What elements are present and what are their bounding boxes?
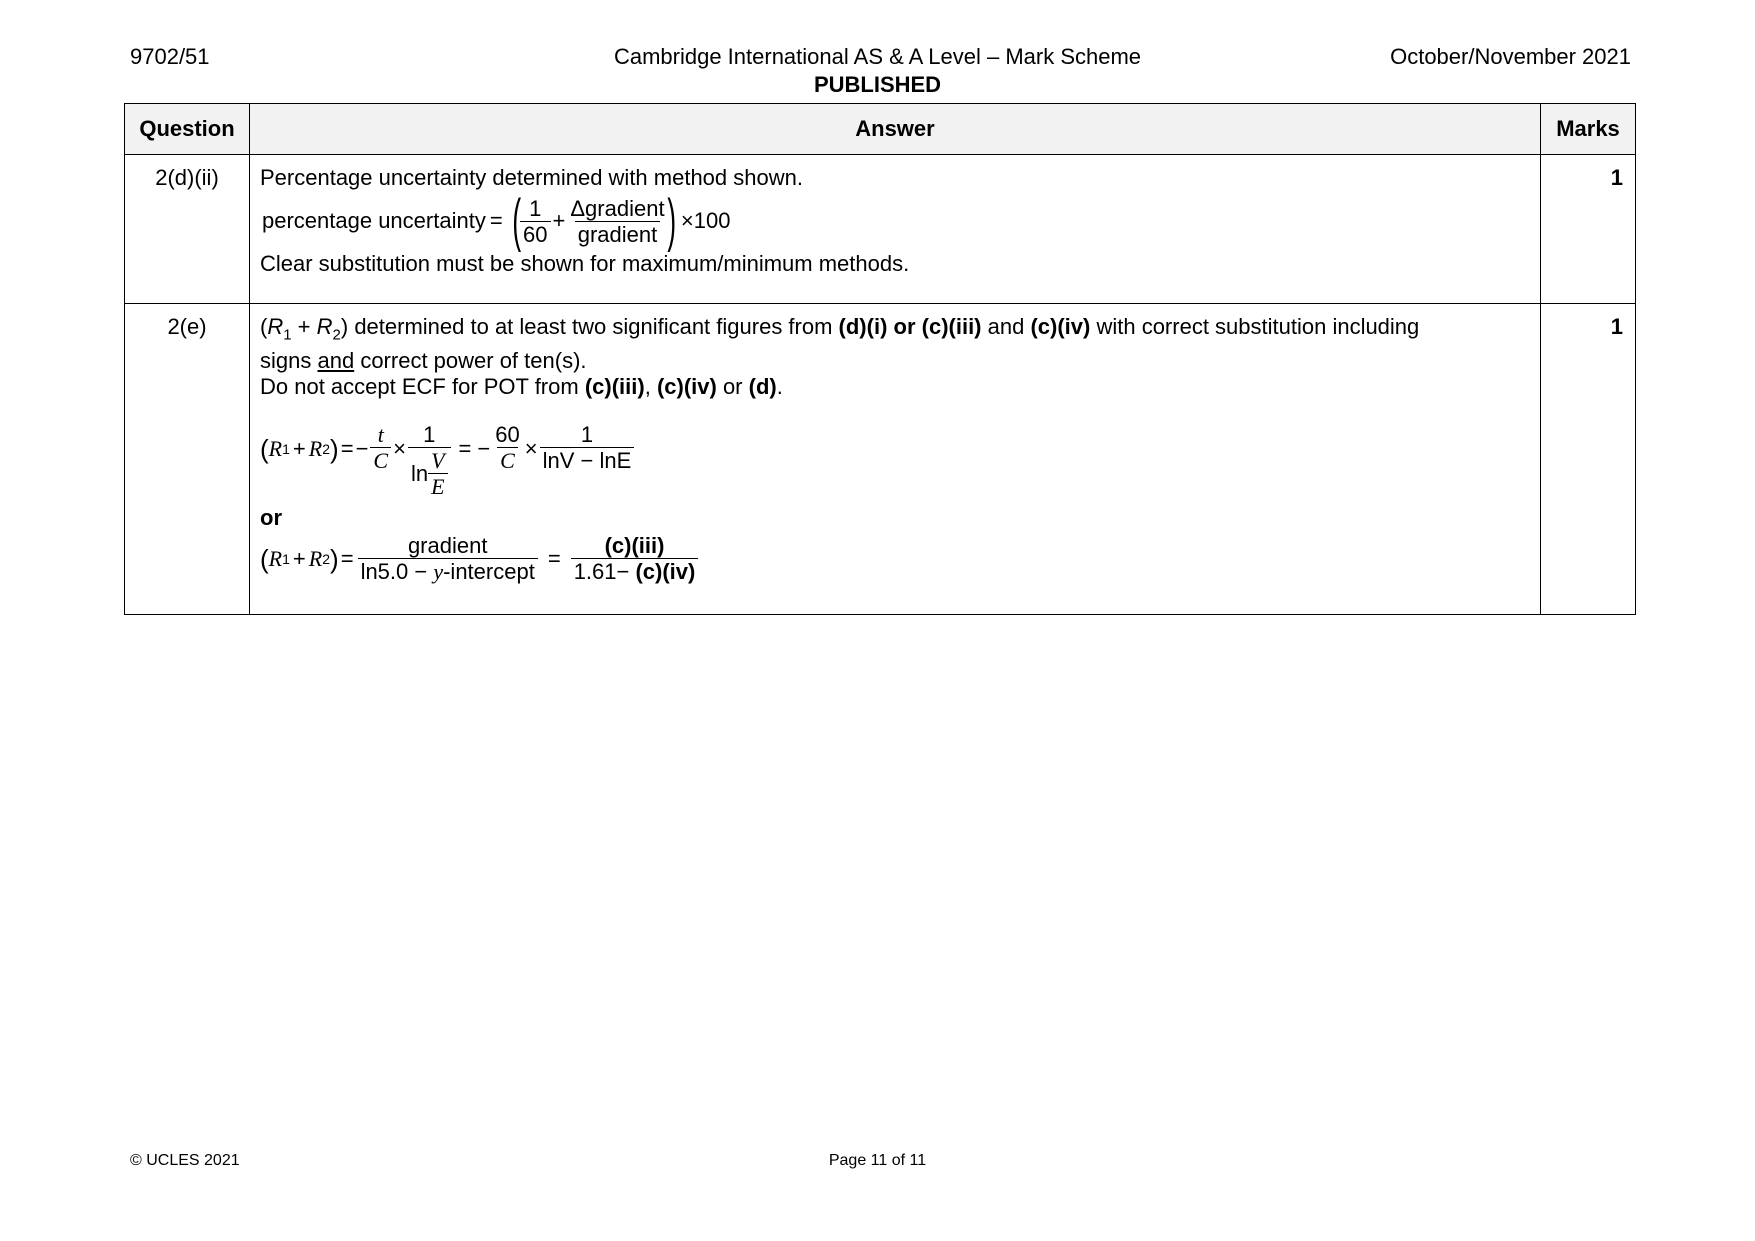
page-number: Page 11 of 11 — [828, 1152, 927, 1169]
answer-text: Percentage uncertainty determined with method shown. — [260, 165, 803, 190]
title-text: Cambridge International AS & A Level – Mark Scheme — [613, 44, 1142, 69]
fraction-delta-gradient: $\frac{\text{Δgradient}}{\text{gradient}}$ — [570, 195, 665, 247]
header-question: Question — [125, 104, 250, 155]
answer-cell — [250, 304, 1541, 615]
marks-value: 1 — [1541, 304, 1636, 615]
header-answer: Answer — [250, 104, 1541, 155]
paper-code: 9702/51 — [130, 44, 210, 69]
marks-value: 1 — [1541, 155, 1636, 304]
fraction-one-over-sixty: $\frac{1}{60}$ — [520, 196, 550, 247]
header-marks: Marks — [1541, 104, 1636, 155]
fraction-one-over-ln: 1 ln $\frac{V}{E}$ — [408, 422, 451, 499]
table-header-row — [125, 104, 1636, 155]
resistance-equation-1: ( R 1 + R 2 ) = − $\frac{t}{C}$ × 1 ln $\frac{V}{E}$ = − $\frac{60}{C}$ × $\frac{1}{\ln V - \ln E}$ — [260, 422, 1530, 499]
resistance-equation-2: ( R 1 + R 2 ) = $\frac{\text{gradient}}{\text{ln5.0 − y-intercept}}$ = $\frac{\text{(c)(iii)}}{1.61- (c)(iv)}$ — [260, 533, 1530, 584]
fraction-one-over-lnv-lne: $\frac{1}{\ln V - \ln E}$ — [540, 422, 635, 473]
fraction-ciii-over-civ: $\frac{\text{(c)(iii)}}{1.61- (c)(iv)}$ — [571, 533, 699, 584]
mark-scheme-table — [124, 103, 1636, 615]
or-label: or — [260, 505, 282, 531]
answer-note: Clear substitution must be shown for maximum/minimum methods. — [260, 251, 910, 276]
table-row — [125, 155, 1636, 304]
equation-label: percentage uncertainty — [262, 208, 486, 233]
copyright: © UCLES 2021 — [130, 1152, 240, 1169]
question-number: 2(e) — [125, 304, 250, 615]
published-label: PUBLISHED — [813, 72, 942, 97]
question-number: 2(d)(ii) — [125, 155, 250, 304]
fraction-sixty-over-c: $\frac{60}{C}$ — [495, 422, 520, 474]
fraction-t-over-c: $\frac{t}{C}$ — [370, 422, 391, 473]
exam-session: October/November 2021 — [1390, 44, 1631, 69]
answer-cell — [250, 155, 1541, 304]
equation-tail: ×100 — [680, 208, 731, 233]
answer-note: Do not accept ECF for POT from (c)(iii), (c)(iv) or (d). — [260, 374, 783, 400]
table-row — [125, 304, 1636, 615]
uncertainty-equation: percentage uncertainty = ( $\frac{1}{60}$ + $\frac{\text{Δgradient}}{\text{gradient}}$ ) ×100 — [262, 188, 731, 253]
answer-text: $(R_1 + R_2)$ determined to at least two significant figures from (d)(i) or (c)(iii) and (c)(iv) with correct substitution including signs and correct power of ten(s). — [260, 314, 1420, 374]
fraction-gradient-over-intercept: $\frac{\text{gradient}}{\text{ln5.0 − y-intercept}}$ — [358, 533, 538, 584]
